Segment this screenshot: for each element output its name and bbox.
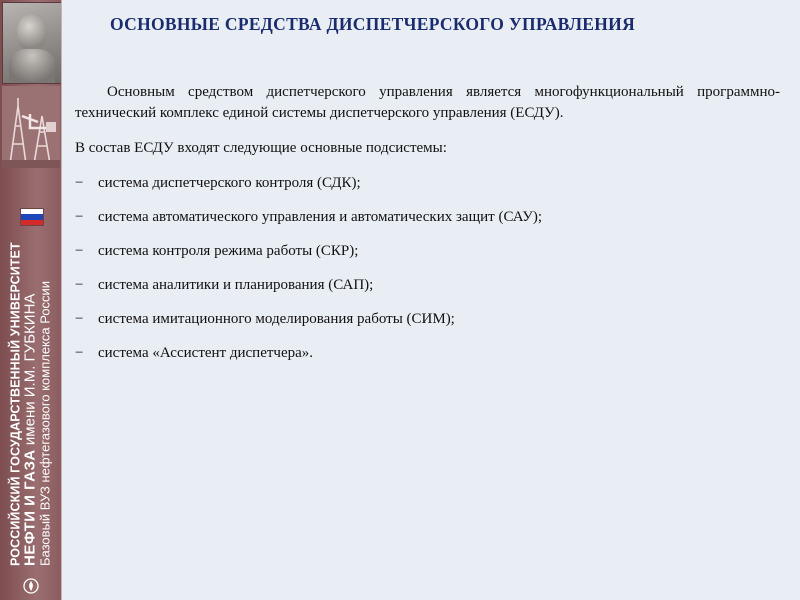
intro-paragraph: Основным средством диспетчерского управления является многофункциональный программно-технический комплекс единой системы диспетчерского управления (ЕСДУ). bbox=[75, 84, 780, 121]
university-sidebar bbox=[0, 0, 62, 600]
list-item bbox=[75, 174, 780, 193]
list-item-text: система контроля режима работы (СКР); bbox=[98, 243, 359, 259]
list-item bbox=[75, 344, 780, 363]
bullet-dash: − bbox=[75, 175, 84, 191]
university-tagline: Базовый ВУЗ нефтегазового комплекса России bbox=[37, 280, 53, 566]
list-item-text: система имитационного моделирования работы (СИМ); bbox=[98, 311, 455, 327]
page-title: ОСНОВНЫЕ СРЕДСТВА ДИСПЕТЧЕРСКОГО УПРАВЛЕНИЯ bbox=[110, 14, 636, 34]
bullet-dash: − bbox=[75, 277, 84, 293]
subsystems-heading: В состав ЕСДУ входят следующие основные подсистемы: bbox=[75, 140, 447, 156]
list-item bbox=[75, 310, 780, 329]
founder-portrait bbox=[2, 2, 62, 84]
bullet-dash: − bbox=[75, 243, 84, 259]
list-item-text: система «Ассистент диспетчера». bbox=[98, 345, 314, 361]
bullet-dash: − bbox=[75, 209, 84, 225]
list-item bbox=[75, 242, 780, 261]
university-name-line2 bbox=[23, 236, 39, 566]
list-item-text: система аналитики и планирования (САП); bbox=[98, 277, 374, 293]
list-item-text: система диспетчерского контроля (СДК); bbox=[98, 175, 361, 191]
university-name-line1: РОССИЙСКИЙ ГОСУДАРСТВЕННЫЙ УНИВЕРСИТЕТ bbox=[8, 242, 23, 566]
list-item bbox=[75, 208, 780, 227]
bullet-dash: − bbox=[75, 345, 84, 361]
oil-rigs-image bbox=[2, 86, 60, 168]
list-item-text: система автоматического управления и автоматических защит (САУ); bbox=[98, 209, 543, 225]
slide-content bbox=[75, 82, 780, 363]
university-name-rest: имени И.М. ГУБКИНА bbox=[21, 293, 39, 450]
bullet-dash: − bbox=[75, 311, 84, 327]
university-logo-icon bbox=[23, 578, 39, 594]
russian-flag-icon bbox=[20, 208, 44, 226]
subsystems-list bbox=[75, 174, 780, 363]
list-item bbox=[75, 276, 780, 295]
university-name-bold: НЕФТИ И ГАЗА bbox=[21, 449, 39, 566]
university-name-vertical bbox=[0, 236, 62, 566]
